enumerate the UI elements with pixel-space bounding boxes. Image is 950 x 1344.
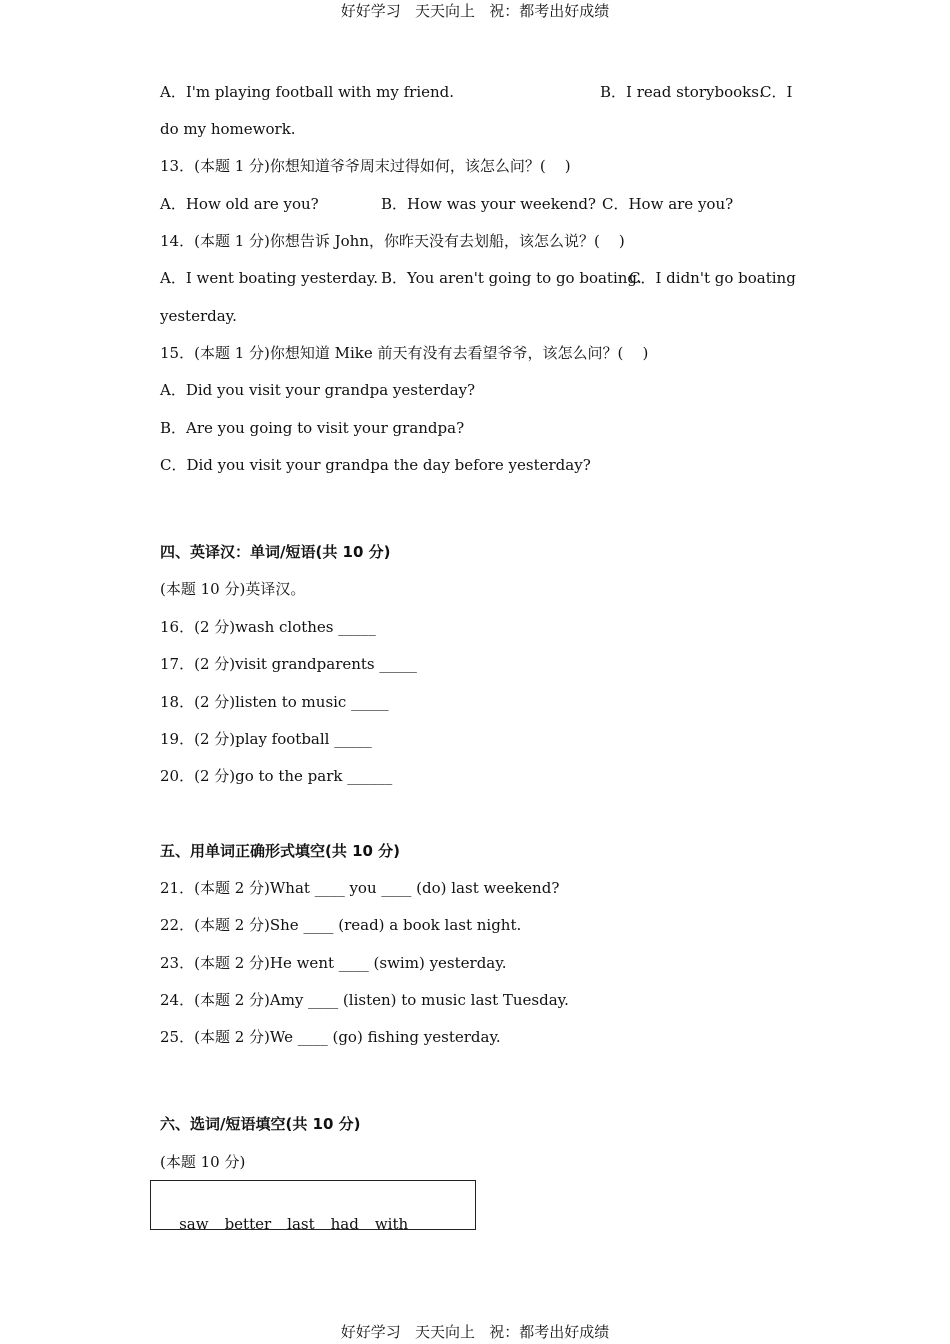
q14-stem: 14．(本题 1 分)你想告诉 John，你昨天没有去划船，该怎么说？( ) xyxy=(160,232,625,250)
q13-stem: 13．(本题 1 分)你想知道爷爷周末过得如何，该怎么问？( ) xyxy=(160,157,571,175)
section4-intro: (本题 10 分)英译汉。 xyxy=(160,580,306,598)
word-bank-item: had xyxy=(330,1215,359,1233)
q18: 18．(2 分)listen to music _____ xyxy=(160,693,389,711)
q13-option-a: A．How old are you? xyxy=(160,195,319,213)
q16: 16．(2 分)wash clothes _____ xyxy=(160,618,376,636)
q22: 22．(本题 2 分)She ____ (read) a book last night. xyxy=(160,916,522,934)
section6-intro: (本题 10 分) xyxy=(160,1153,246,1171)
section5-title: 五、用单词正确形式填空(共 10 分) xyxy=(160,842,401,860)
q14-option-b: B．You aren't going to go boating. xyxy=(381,269,642,287)
q13-option-b: B．How was your weekend? xyxy=(381,195,596,213)
q19: 19．(2 分)play football _____ xyxy=(160,730,372,748)
q23: 23．(本题 2 分)He went ____ (swim) yesterday. xyxy=(160,954,507,972)
word-bank-item: last xyxy=(287,1215,315,1233)
q17: 17．(2 分)visit grandparents _____ xyxy=(160,655,417,673)
q21: 21．(本题 2 分)What ____ you ____ (do) last weekend? xyxy=(160,879,560,897)
section6-title: 六、选词/短语填空(共 10 分) xyxy=(160,1115,361,1133)
q12-option-a: A．I'm playing football with my friend. xyxy=(160,83,455,101)
section4-title: 四、英译汉：单词/短语(共 10 分) xyxy=(160,543,391,561)
q24: 24．(本题 2 分)Amy ____ (listen) to music last Tuesday. xyxy=(160,991,569,1009)
q15-option-c: C．Did you visit your grandpa the day before yesterday? xyxy=(160,456,591,474)
word-bank-item: with xyxy=(374,1215,409,1233)
q15-option-a: A．Did you visit your grandpa yesterday? xyxy=(160,381,476,399)
q25: 25．(本题 2 分)We ____ (go) fishing yesterday. xyxy=(160,1028,501,1046)
q15-option-b: B．Are you going to visit your grandpa? xyxy=(160,419,465,437)
q12-option-b: B．I read storybooks. xyxy=(600,83,764,101)
word-bank-item: better xyxy=(224,1215,272,1233)
q13-option-c: C．How are you? xyxy=(602,195,734,213)
word-bank-box xyxy=(150,1180,476,1233)
word-bank-item: saw xyxy=(179,1215,209,1233)
q14-option-c: C．I didn't go boating xyxy=(629,269,796,287)
q20: 20．(2 分)go to the park ______ xyxy=(160,767,393,785)
q15-stem: 15．(本题 1 分)你想知道 Mike 前天有没有去看望爷爷，该怎么问？( ) xyxy=(160,344,649,362)
word-bank xyxy=(160,1197,424,1251)
q12-option-c-cont: do my homework. xyxy=(160,120,296,138)
q12-option-c: C．I xyxy=(760,83,793,101)
q14-option-c-cont: yesterday. xyxy=(160,307,237,325)
page-footer: 好好学习 天天向上 祝：都考出好成绩 xyxy=(340,1323,610,1341)
page-header: 好好学习 天天向上 祝：都考出好成绩 xyxy=(340,2,610,20)
q14-option-a: A．I went boating yesterday. xyxy=(160,269,379,287)
